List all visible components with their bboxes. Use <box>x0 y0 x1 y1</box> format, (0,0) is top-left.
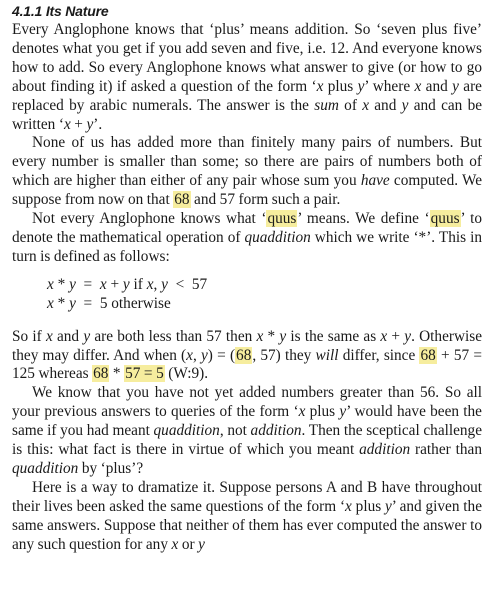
highlight-quus: quus <box>430 210 460 228</box>
highlight-68: 68 <box>420 346 436 364</box>
text: We know that you have not yet added numbers greater than 56. So all your previous answers to queries of the form ‘ <box>12 384 482 421</box>
var-x: x <box>45 327 53 345</box>
text: , not <box>219 422 251 440</box>
text: ’ to denote the mathematical operation of <box>12 210 482 246</box>
text: ’ and given the same answers. Suppose that neither of them has ever computed the answer to any such question for any <box>12 497 482 553</box>
var-y: y <box>279 327 287 345</box>
var-x: x <box>316 77 324 95</box>
highlight-68: 68 <box>93 365 109 383</box>
highlight-57-equals-5: 57 = 5 <box>125 365 164 383</box>
text: of <box>338 96 363 114</box>
text: plus <box>305 403 340 421</box>
var-y: y <box>401 96 409 114</box>
paragraph-4 <box>12 328 482 385</box>
document-page <box>12 3 482 554</box>
section-heading: 4.1.1 Its Nature <box>12 3 109 19</box>
text: computed. We suppose from now on that <box>12 172 483 209</box>
var-y: y <box>201 346 208 364</box>
text: (W:9). <box>164 365 209 383</box>
text: are both less than 57 then <box>90 327 257 345</box>
text: . Otherwise they may differ. And when ( <box>12 327 482 364</box>
text: * <box>109 365 125 383</box>
text: plus <box>351 497 385 515</box>
highlight-68: 68 <box>236 346 252 364</box>
text: ) = ( <box>207 346 236 364</box>
text: and can be written ‘ <box>12 96 483 133</box>
text: + <box>387 327 405 345</box>
paragraph-1 <box>12 21 482 134</box>
text: which we write ‘*’. This in turn is defined as follows: <box>12 228 482 265</box>
text: + 57 = 125 whereas <box>12 346 482 383</box>
var-x: x <box>298 403 306 421</box>
emphasis-addition: addition <box>359 441 411 459</box>
var-y: y <box>357 77 365 95</box>
text: , <box>192 346 201 364</box>
emphasis-quaddition: quaddition <box>12 459 79 477</box>
var-x: x <box>380 327 388 345</box>
text: are replaced by arabic numerals. The answer is the <box>12 77 482 114</box>
formula-line-2: x * y = 5 otherwise <box>47 294 171 312</box>
var-x: x <box>362 96 369 114</box>
var-x: x <box>63 115 71 133</box>
highlight-68: 68 <box>174 191 190 209</box>
paragraph-6 <box>12 479 482 555</box>
text: , 57) they <box>252 346 316 364</box>
emphasis-will: will <box>315 346 339 364</box>
text: by ‘plus’? <box>78 459 144 477</box>
text: plus <box>323 77 358 95</box>
text: Not every Anglophone knows what ‘ <box>32 210 267 228</box>
quaddition-definition <box>47 276 482 314</box>
emphasis-have: have <box>360 172 390 190</box>
text: and <box>52 327 84 345</box>
text: or <box>178 535 199 553</box>
text: and <box>421 77 453 95</box>
highlight-quus: quus <box>267 210 297 228</box>
text: ’ would have been the same if you had meant <box>12 403 482 440</box>
paragraph-5 <box>12 384 482 479</box>
var-x: x <box>345 497 352 515</box>
var-y: y <box>198 535 205 553</box>
var-y: y <box>404 327 412 345</box>
var-y: y <box>452 77 459 95</box>
text: rather than <box>410 441 482 459</box>
formula-line-1: x * y = x + y if x, y < 57 <box>47 275 208 293</box>
var-x: x <box>171 535 179 553</box>
var-y: y <box>339 403 347 421</box>
text: and <box>369 96 402 114</box>
var-y: y <box>86 115 94 133</box>
var-y: y <box>385 497 392 515</box>
emphasis-quaddition: quaddition <box>244 228 311 246</box>
text: ’ means. We define ‘ <box>297 210 430 228</box>
emphasis-addition: addition <box>250 422 302 440</box>
text: Every Anglophone knows that ‘plus’ means addition. So ‘seven plus five’ denotes what you get if you add seven and five, i.e. 12. And everyone knows how to add. So every Anglophone knows what answer to give (or how to go about finding it) if asked a question of the form ‘ <box>12 21 482 95</box>
paragraph-2 <box>12 134 482 210</box>
text: is the same as <box>286 327 381 345</box>
text: . Then the sceptical challenge is this: what fact is there in virtue of which you meant <box>12 422 482 459</box>
emphasis-quaddition: quaddition <box>153 422 220 440</box>
text: differ, since <box>338 346 420 364</box>
paragraph-3 <box>12 210 482 267</box>
text: ’ where <box>364 77 415 95</box>
var-y: y <box>83 327 91 345</box>
text: Here is a way to dramatize it. Suppose persons A and B have throughout their lives been asked the same questions of the form ‘ <box>12 478 482 515</box>
text: None of us has added more than finitely many pairs of numbers. But every number is smaller than some; so there are pairs of numbers both of which are higher than either of any pair whose sum you <box>12 134 482 190</box>
text: ’. <box>93 115 103 133</box>
text: and 57 form such a pair. <box>190 191 341 209</box>
text: + <box>70 115 87 133</box>
text: So if <box>12 327 46 345</box>
var-x: x <box>186 346 193 364</box>
text: * <box>263 327 280 345</box>
var-x: x <box>256 327 264 345</box>
emphasis-sum: sum <box>314 96 339 114</box>
var-x: x <box>414 77 422 95</box>
